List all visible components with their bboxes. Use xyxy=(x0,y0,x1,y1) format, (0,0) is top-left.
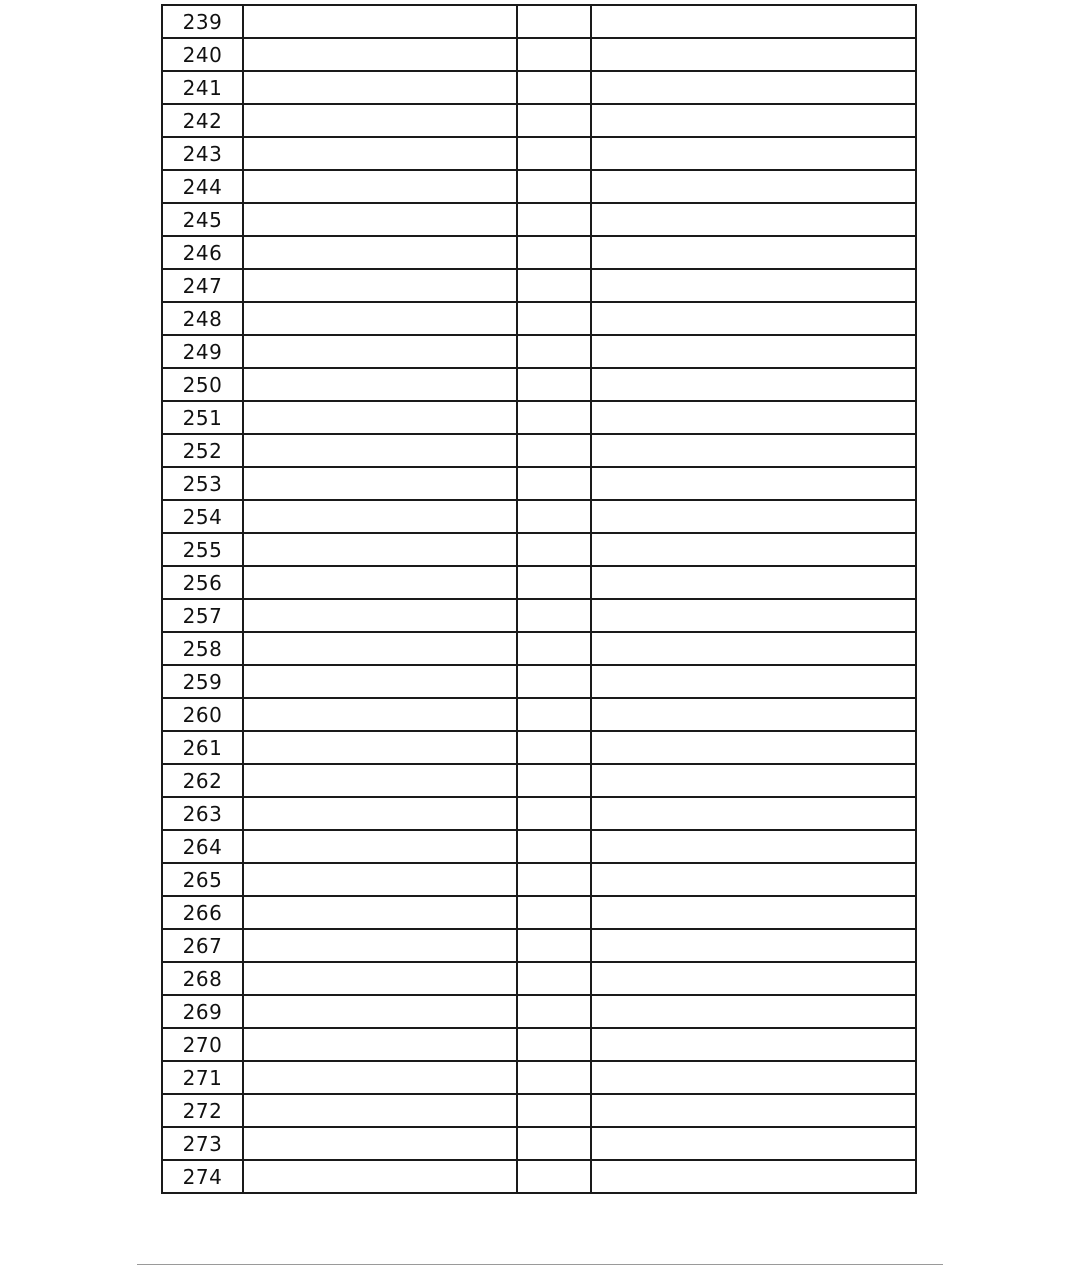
student-name-cell xyxy=(243,368,517,401)
major-cell xyxy=(591,368,916,401)
row-number-cell: 243 xyxy=(162,137,243,170)
major-cell xyxy=(591,1160,916,1193)
major-cell xyxy=(591,698,916,731)
student-name-cell xyxy=(243,104,517,137)
major-cell xyxy=(591,434,916,467)
student-name-cell xyxy=(243,599,517,632)
student-name-cell xyxy=(243,500,517,533)
gender-cell xyxy=(517,566,591,599)
table-row xyxy=(162,335,916,368)
row-number-cell: 259 xyxy=(162,665,243,698)
major-cell xyxy=(591,269,916,302)
row-number-cell: 252 xyxy=(162,434,243,467)
row-number-cell: 239 xyxy=(162,5,243,38)
row-number-cell: 250 xyxy=(162,368,243,401)
gender-cell xyxy=(517,335,591,368)
student-name-cell xyxy=(243,731,517,764)
row-number-cell: 272 xyxy=(162,1094,243,1127)
row-number-cell: 266 xyxy=(162,896,243,929)
table-row xyxy=(162,962,916,995)
student-name-cell xyxy=(243,995,517,1028)
major-cell xyxy=(591,500,916,533)
gender-cell xyxy=(517,533,591,566)
table-row xyxy=(162,236,916,269)
major-cell xyxy=(591,632,916,665)
table-row xyxy=(162,38,916,71)
major-cell xyxy=(591,71,916,104)
student-name-cell xyxy=(243,203,517,236)
student-name-cell xyxy=(243,1061,517,1094)
gender-cell xyxy=(517,929,591,962)
row-number-cell: 257 xyxy=(162,599,243,632)
row-number-cell: 263 xyxy=(162,797,243,830)
major-cell xyxy=(591,962,916,995)
gender-cell xyxy=(517,764,591,797)
table-row xyxy=(162,896,916,929)
student-name-cell xyxy=(243,698,517,731)
row-number-cell: 253 xyxy=(162,467,243,500)
student-name-cell xyxy=(243,632,517,665)
table-row xyxy=(162,434,916,467)
table-row xyxy=(162,599,916,632)
table-row xyxy=(162,71,916,104)
table-row xyxy=(162,302,916,335)
gender-cell xyxy=(517,137,591,170)
table-row xyxy=(162,269,916,302)
major-cell xyxy=(591,104,916,137)
gender-cell xyxy=(517,269,591,302)
gender-cell xyxy=(517,599,591,632)
gender-cell xyxy=(517,467,591,500)
table-row xyxy=(162,203,916,236)
gender-cell xyxy=(517,368,591,401)
table-row xyxy=(162,500,916,533)
gender-cell xyxy=(517,830,591,863)
gender-cell xyxy=(517,5,591,38)
major-cell xyxy=(591,1028,916,1061)
major-cell xyxy=(591,533,916,566)
gender-cell xyxy=(517,302,591,335)
row-number-cell: 244 xyxy=(162,170,243,203)
gender-cell xyxy=(517,896,591,929)
table-row xyxy=(162,467,916,500)
major-cell xyxy=(591,1061,916,1094)
major-cell xyxy=(591,797,916,830)
gender-cell xyxy=(517,995,591,1028)
table-row xyxy=(162,1127,916,1160)
student-name-cell xyxy=(243,269,517,302)
major-cell xyxy=(591,599,916,632)
gender-cell xyxy=(517,797,591,830)
gender-cell xyxy=(517,632,591,665)
major-cell xyxy=(591,467,916,500)
row-number-cell: 246 xyxy=(162,236,243,269)
row-number-cell: 264 xyxy=(162,830,243,863)
table-row xyxy=(162,1094,916,1127)
student-name-cell xyxy=(243,830,517,863)
row-number-cell: 265 xyxy=(162,863,243,896)
table-row xyxy=(162,665,916,698)
table-row xyxy=(162,104,916,137)
table-row xyxy=(162,731,916,764)
gender-cell xyxy=(517,665,591,698)
student-name-cell xyxy=(243,1028,517,1061)
row-number-cell: 240 xyxy=(162,38,243,71)
major-cell xyxy=(591,995,916,1028)
student-name-cell xyxy=(243,1094,517,1127)
row-number-cell: 269 xyxy=(162,995,243,1028)
student-name-cell xyxy=(243,5,517,38)
row-number-cell: 262 xyxy=(162,764,243,797)
row-number-cell: 251 xyxy=(162,401,243,434)
student-name-cell xyxy=(243,335,517,368)
major-cell xyxy=(591,1127,916,1160)
major-cell xyxy=(591,665,916,698)
major-cell xyxy=(591,764,916,797)
student-name-cell xyxy=(243,1160,517,1193)
row-number-cell: 258 xyxy=(162,632,243,665)
table-row xyxy=(162,566,916,599)
major-cell xyxy=(591,929,916,962)
student-name-cell xyxy=(243,401,517,434)
student-name-cell xyxy=(243,566,517,599)
student-name-cell xyxy=(243,302,517,335)
gender-cell xyxy=(517,500,591,533)
major-cell xyxy=(591,830,916,863)
student-name-cell xyxy=(243,863,517,896)
student-name-cell xyxy=(243,665,517,698)
table-row xyxy=(162,1028,916,1061)
major-cell xyxy=(591,401,916,434)
table-row xyxy=(162,929,916,962)
major-cell xyxy=(591,170,916,203)
student-name-cell xyxy=(243,764,517,797)
student-name-cell xyxy=(243,929,517,962)
gender-cell xyxy=(517,1061,591,1094)
student-name-cell xyxy=(243,797,517,830)
row-number-cell: 270 xyxy=(162,1028,243,1061)
major-cell xyxy=(591,137,916,170)
row-number-cell: 249 xyxy=(162,335,243,368)
student-name-cell xyxy=(243,533,517,566)
table-row xyxy=(162,863,916,896)
student-name-cell xyxy=(243,137,517,170)
roster-table-body xyxy=(162,5,916,1193)
gender-cell xyxy=(517,863,591,896)
row-number-cell: 260 xyxy=(162,698,243,731)
gender-cell xyxy=(517,71,591,104)
student-roster-table xyxy=(161,4,917,1194)
major-cell xyxy=(591,1094,916,1127)
row-number-cell: 267 xyxy=(162,929,243,962)
major-cell xyxy=(591,896,916,929)
row-number-cell: 268 xyxy=(162,962,243,995)
major-cell xyxy=(591,302,916,335)
table-row xyxy=(162,137,916,170)
gender-cell xyxy=(517,38,591,71)
gender-cell xyxy=(517,1028,591,1061)
gender-cell xyxy=(517,731,591,764)
gender-cell xyxy=(517,236,591,269)
major-cell xyxy=(591,566,916,599)
student-name-cell xyxy=(243,434,517,467)
row-number-cell: 242 xyxy=(162,104,243,137)
student-name-cell xyxy=(243,896,517,929)
row-number-cell: 261 xyxy=(162,731,243,764)
table-row xyxy=(162,368,916,401)
table-row xyxy=(162,698,916,731)
student-name-cell xyxy=(243,236,517,269)
table-row xyxy=(162,1160,916,1193)
major-cell xyxy=(591,38,916,71)
gender-cell xyxy=(517,434,591,467)
student-name-cell xyxy=(243,962,517,995)
row-number-cell: 256 xyxy=(162,566,243,599)
table-row xyxy=(162,533,916,566)
major-cell xyxy=(591,236,916,269)
gender-cell xyxy=(517,698,591,731)
table-row xyxy=(162,995,916,1028)
bottom-divider-line xyxy=(137,1264,943,1265)
gender-cell xyxy=(517,170,591,203)
major-cell xyxy=(591,335,916,368)
major-cell xyxy=(591,863,916,896)
student-name-cell xyxy=(243,38,517,71)
table-row xyxy=(162,830,916,863)
gender-cell xyxy=(517,203,591,236)
row-number-cell: 248 xyxy=(162,302,243,335)
row-number-cell: 247 xyxy=(162,269,243,302)
table-row xyxy=(162,797,916,830)
table-row xyxy=(162,401,916,434)
gender-cell xyxy=(517,401,591,434)
table-row xyxy=(162,632,916,665)
row-number-cell: 245 xyxy=(162,203,243,236)
table-row xyxy=(162,764,916,797)
student-name-cell xyxy=(243,170,517,203)
student-name-cell xyxy=(243,1127,517,1160)
student-name-cell xyxy=(243,71,517,104)
table-row xyxy=(162,1061,916,1094)
major-cell xyxy=(591,731,916,764)
row-number-cell: 254 xyxy=(162,500,243,533)
table-row xyxy=(162,170,916,203)
major-cell xyxy=(591,203,916,236)
row-number-cell: 241 xyxy=(162,71,243,104)
table-row xyxy=(162,5,916,38)
row-number-cell: 273 xyxy=(162,1127,243,1160)
gender-cell xyxy=(517,104,591,137)
gender-cell xyxy=(517,1127,591,1160)
major-cell xyxy=(591,5,916,38)
student-name-cell xyxy=(243,467,517,500)
gender-cell xyxy=(517,1094,591,1127)
gender-cell xyxy=(517,962,591,995)
gender-cell xyxy=(517,1160,591,1193)
row-number-cell: 271 xyxy=(162,1061,243,1094)
row-number-cell: 274 xyxy=(162,1160,243,1193)
row-number-cell: 255 xyxy=(162,533,243,566)
